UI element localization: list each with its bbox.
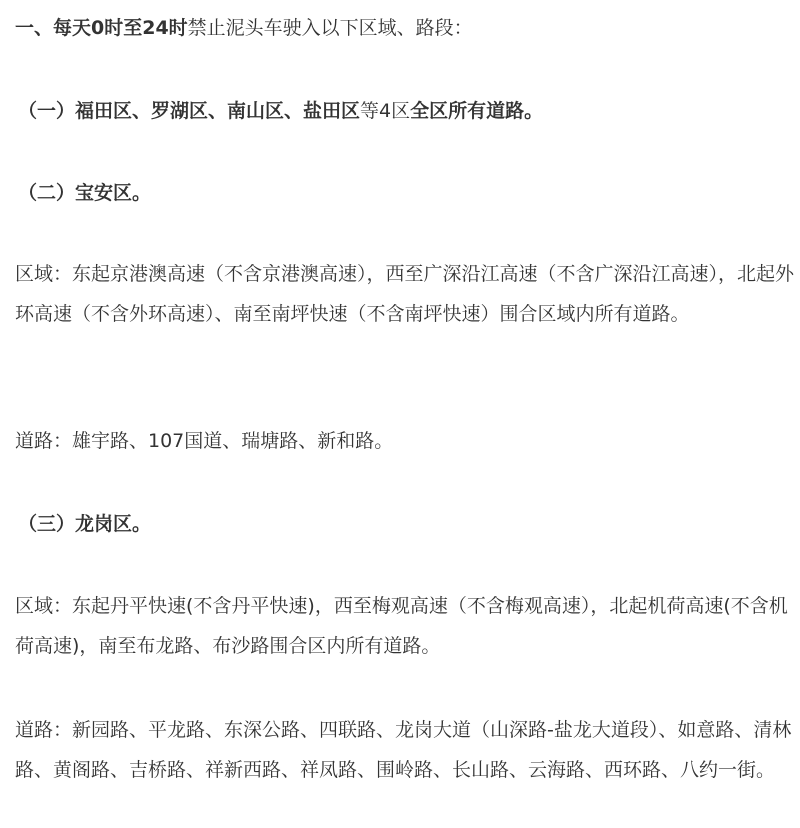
subsection-2-district: （二）宝安区。: [18, 182, 152, 204]
subsection-1: [18, 99, 543, 123]
subsection-1-districts: （一）福田区、罗湖区、南山区、盐田区: [18, 100, 361, 122]
subsection-1-count: 等4区: [360, 100, 411, 122]
subsection-3-title: [18, 512, 151, 536]
baoan-area-paragraph: 区域：东起京港澳高速（不含京港澳高速），西至广深沿江高速（不含广深沿江高速），北起外环高速（不含外环高速）、南至南坪快速（不含南坪快速）围合区域内所有道路。: [15, 263, 795, 325]
subsection-3-district: （三）龙岗区。: [18, 513, 152, 535]
baoan-roads-paragraph: 道路：雄宇路、107国道、瑞塘路、新和路。: [15, 430, 394, 452]
section-heading-1: [15, 16, 473, 40]
heading-rule-text: 禁止泥头车驶入以下区域、路段：: [187, 17, 473, 39]
heading-time-range: 一、每天0时至24时: [15, 17, 188, 39]
longgang-area-paragraph: 区域：东起丹平快速(不含丹平快速)，西至梅观高速（不含梅观高速），北起机荷高速(不含机荷高速)，南至布龙路、布沙路围合区内所有道路。: [15, 595, 788, 657]
subsection-2-title: [18, 181, 151, 205]
longgang-roads-paragraph: 道路：新园路、平龙路、东深公路、四联路、龙岗大道（山深路-盐龙大道段）、如意路、清林路、黄阁路、吉桥路、祥新西路、祥凤路、围岭路、长山路、云海路、西环路、八约一街。: [15, 719, 792, 781]
subsection-1-scope: 全区所有道路。: [410, 100, 544, 122]
